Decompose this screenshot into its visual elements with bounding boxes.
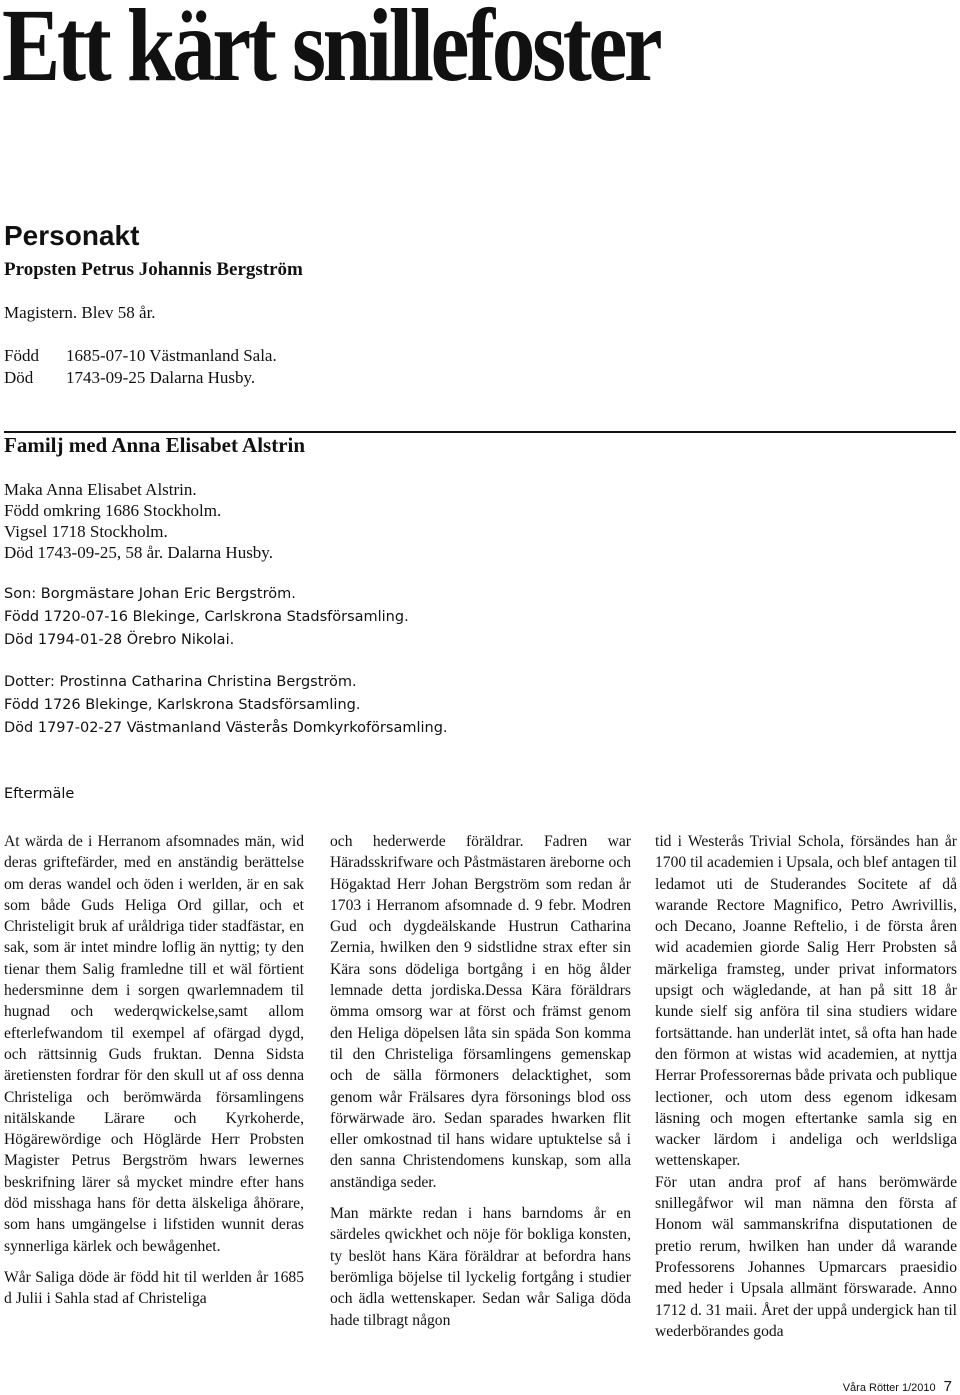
paragraph: Man märkte redan i hans barndoms år en särdeles qwickhet och nöje för bokliga konsten, ty beslöt hans Kära föräldrar at befordra hans berömliga böjelse til lyckelig fortgång i studier och ädla wettenskaper. Sedan wår Saliga döda hade tilbragt någon (330, 1205, 631, 1329)
person-note: Magistern. Blev 58 år. (4, 303, 156, 322)
paragraph: För utan andra prof af hans berömwärde snillegåfwor wil man nämna den första af Honom wäl sammanskrifna disputationen de pretio rerum, hwilken han under då warande Professorens Johannes Upmarcars praesidio med heder i Upsala allmänt förswarade. Anno 1712 d. 31 maii. Året der uppå undergick han til wederbörandes goda (655, 1173, 957, 1340)
born-value: 1685-07-10 Västmanland Sala. (66, 346, 277, 365)
person-name: Propsten Petrus Johannis Bergström (4, 259, 303, 280)
son-line: Född 1720-07-16 Blekinge, Carlskrona Stadsförsamling. (4, 609, 409, 625)
text-column-2 (330, 831, 631, 1331)
died-label: Död (4, 368, 34, 387)
son-line: Död 1794-01-28 Örebro Nikolai. (4, 632, 235, 648)
died-value: 1743-09-25 Dalarna Husby. (66, 368, 256, 387)
page-number: 7 (943, 1378, 952, 1395)
paragraph: tid i Westerås Trivial Schola, försändes han år 1700 til academien i Upsala, och blef antagen til ledamot uti de Studerandes Socitete af då warande Rectore Magnifico, Petro Awrivillis, och Decano, Joanne Reftelio, i de första åren wid academien giorde Salig Herr Probsten så märkeliga framsteg, under privat informators upsigt och wägledande, at han på sitt 18 år kunde sielf sig anföra til sina studiers widare fortsättande. han underlät intet, så ofta han hade den förmon at wistas wid academien, at nyttja Herrar Professorernas både privata och publique lectioner, och utom dess egenom idkesam läsning och mogen eftertanke samla sig en wacker lärdom i andeliga och werldsliga wettenskaper. (655, 833, 957, 1170)
journal-name: Våra Rötter 1/2010 (842, 1382, 936, 1394)
personakt-heading: Personakt (4, 220, 140, 251)
paragraph: At wärda de i Herranom afsomnades män, wid deras griftefärder, med en anständig berättelse om deras wandel och öden i werlden, är en sak som både Guds Heliga Ord gillar, och et Christeligit bruk af uråldriga tider stadfästar, en sak, som är intet mindre loflig än nyttig; ty den tienar them Salig framledne till et wäl förtient hedersminne dem i sorgen qwarlemnadem til hugnad och wederqwickelse,samt allom efterlefwandom til exempel af ofärgad dygd, och rättsinnig Guds fruktan. Denna Sidsta äretiensten fordrar för den skull ut af oss denna Christeliga och berömwärda församlingens nitälskande Lärare och Kyrkoherde, Högärewördige och Höglärde Herr Probsten Magister Petrus Bergström hwars lewernes beskrifning lärer så mycket mindre efter hans död misshaga hans för detta älskeliga åhörare, som hans umgängelse i lifstiden wunnit deras synnerliga kärlek och bewågenhet. (4, 833, 304, 1255)
spouse-line: Död 1743-09-25, 58 år. Dalarna Husby. (4, 543, 273, 562)
daughter-line: Dotter: Prostinna Catharina Christina Bergström. (4, 674, 357, 690)
text-column-3 (655, 831, 957, 1342)
spouse-line: Född omkring 1686 Stockholm. (4, 501, 222, 520)
daughter-line: Född 1726 Blekinge, Karlskrona Stadsförsamling. (4, 697, 361, 713)
family-heading: Familj med Anna Elisabet Alstrin (4, 433, 306, 457)
daughter-line: Död 1797-02-27 Västmanland Västerås Domkyrkoförsamling. (4, 720, 448, 736)
born-row (4, 346, 277, 366)
page-footer (843, 1378, 952, 1395)
eftermale-heading: Eftermäle (4, 786, 75, 802)
text-column-1 (4, 831, 304, 1310)
born-label: Född (4, 346, 39, 365)
article-title: Ett kärt snillefoster (2, 0, 660, 103)
spouse-line: Vigsel 1718 Stockholm. (4, 522, 168, 541)
spouse-line: Maka Anna Elisabet Alstrin. (4, 480, 197, 499)
died-row (4, 368, 255, 388)
paragraph: och hederwerde föräldrar. Fadren war Häradsskrifware och Påstmästaren äreborne och Högaktad Herr Johan Bergström som redan år 1703 i Herranom afsomnade d. 9 febr. Modren Gud och dygdeälskande Hustrun Catharina Zernia, hwilken den 9 sidstlidne strax efter sin Kära sons dödeliga bortgång i en hög ålder lemnade detta jordiska.Dessa Kära föräldrars ömma omsorg war at först och främst genom den Heliga döpelsen låta sin späda Son komma til den Christeliga församlingens gemenskap och de sälla förmoners delacktighet, som genom wår Frälsares dyra försonings blod oss förwärwade äro. Sedan sparades hwarken flit eller omkostnad til hans widare uptuktelse så i den sanna Christendomens kunskap, som alla anständiga seder. (330, 833, 631, 1191)
paragraph: Wår Saliga döde är född hit til werlden år 1685 d Julii i Sahla stad af Christeliga (4, 1268, 304, 1308)
son-line: Son: Borgmästare Johan Eric Bergström. (4, 586, 296, 602)
